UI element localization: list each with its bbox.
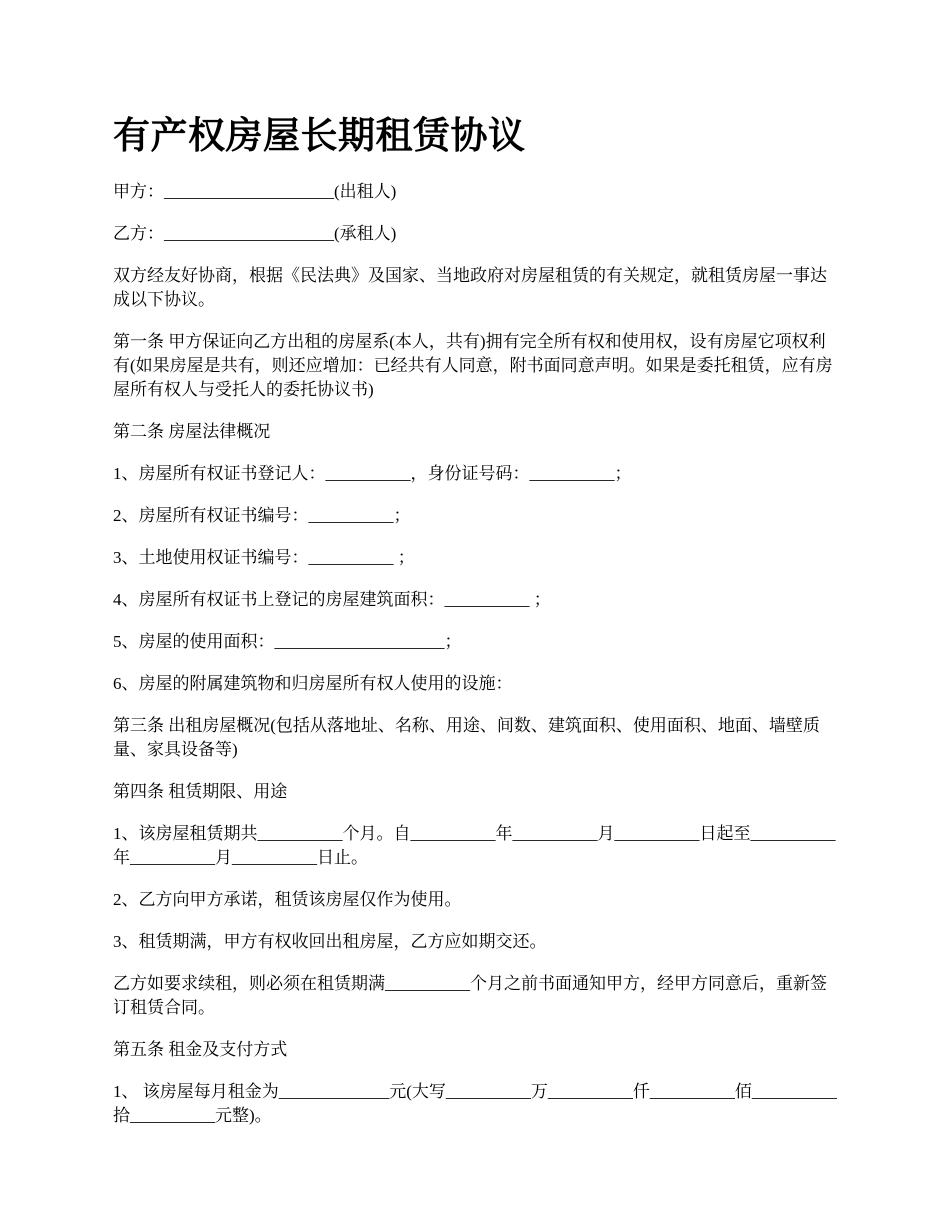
article-4-heading: 第四条 租赁期限、用途 — [113, 782, 288, 801]
party-b-line: 乙方：____________________(承租人) — [113, 224, 397, 243]
article-2-item-2: 2、房屋所有权证书编号：__________； — [113, 506, 411, 525]
document-title: 有产权房屋长期租赁协议 — [113, 113, 526, 157]
article-4-item-2: 2、乙方向甲方承诺，租赁该房屋仅作为使用。 — [113, 890, 462, 909]
article-5-item-1: 1、 该房屋每月租金为_____________元(大写__________万__________仟__________佰__________拾__________元整)。 — [113, 1082, 837, 1125]
article-1-paragraph: 第一条 甲方保证向乙方出租的房屋系(本人，共有)拥有完全所有权和使用权，设有房屋它项权利有(如果房屋是共有，则还应增加：已经共有人同意，附书面同意声明。如果是委托租赁，应有房屋所有权人与受托人的委托协议书) — [113, 332, 833, 399]
article-2-heading: 第二条 房屋法律概况 — [113, 422, 271, 441]
article-2-item-6: 6、房屋的附属建筑物和归房屋所有权人使用的设施： — [113, 674, 513, 693]
article-3-paragraph: 第三条 出租房屋概况(包括从落地址、名称、用途、间数、建筑面积、使用面积、地面、墙壁质量、家具设备等) — [113, 716, 820, 759]
article-2-item-1: 1、房屋所有权证书登记人：__________，身份证号码：__________； — [113, 464, 632, 483]
article-2-item-4: 4、房屋所有权证书上登记的房屋建筑面积：__________ ； — [113, 590, 551, 609]
renewal-paragraph: 乙方如要求续租，则必须在租赁期满__________个月之前书面通知甲方，经甲方同意后，重新签订租赁合同。 — [113, 974, 827, 1017]
article-4-item-1: 1、该房屋租赁期共__________个月。自__________年__________月__________日起至__________ 年__________月__________日止。 — [113, 824, 840, 867]
article-5-heading: 第五条 租金及支付方式 — [113, 1040, 288, 1059]
preamble-paragraph: 双方经友好协商，根据《民法典》及国家、当地政府对房屋租赁的有关规定，就租赁房屋一事达成以下协议。 — [113, 266, 827, 309]
party-a-line: 甲方：____________________(出租人) — [113, 182, 397, 201]
article-2-item-3: 3、土地使用权证书编号：__________ ； — [113, 548, 415, 567]
article-4-item-3: 3、租赁期满，甲方有权收回出租房屋，乙方应如期交还。 — [113, 932, 547, 951]
article-2-item-5: 5、房屋的使用面积：____________________； — [113, 632, 462, 651]
